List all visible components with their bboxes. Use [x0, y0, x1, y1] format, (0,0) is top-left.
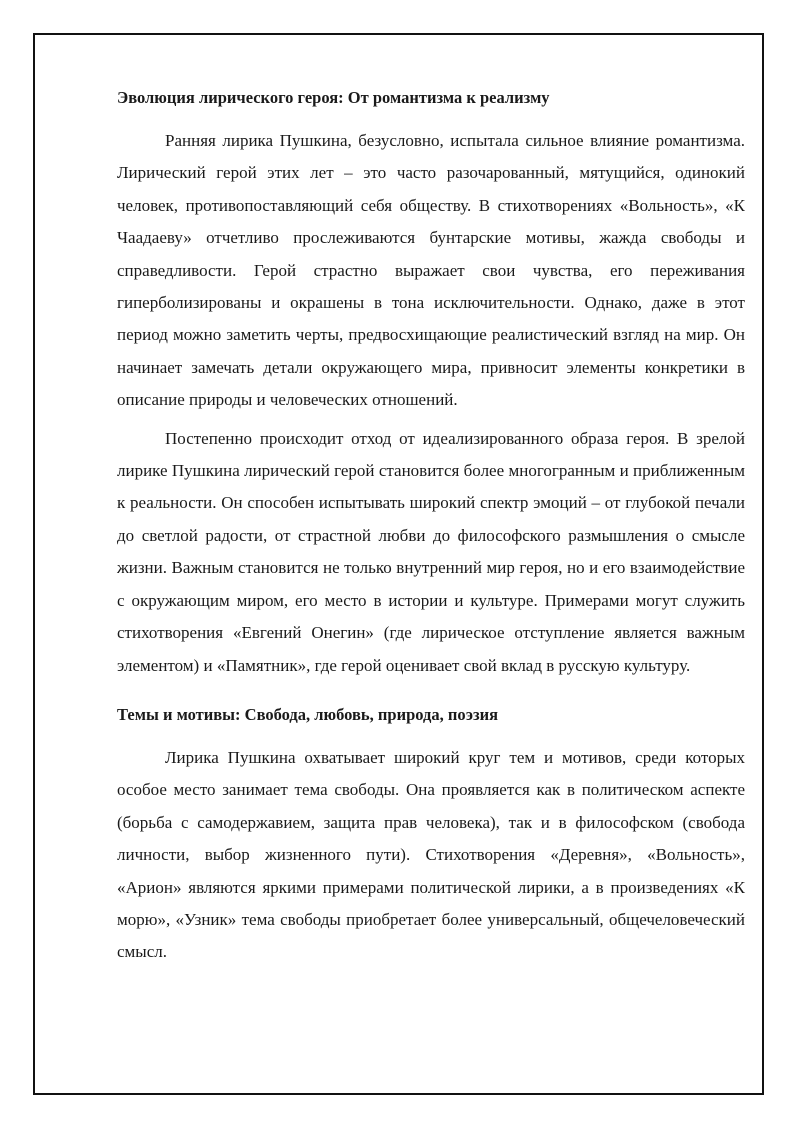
- section-heading: Эволюция лирического героя: От романтизма к реализму: [117, 88, 550, 107]
- paragraph: Ранняя лирика Пушкина, безусловно, испытала сильное влияние романтизма. Лирический герой этих лет – это часто разочарованный, мятущийся, одинокий человек, противопоставляющий себя обществу. В стихотворениях «Вольность», «К Чаадаеву» отчетливо прослеживаются бунтарские мотивы, жажда свободы и справедливости. Герой страстно выражает свои чувства, его переживания гиперболизированы и окрашены в тона исключительности. Однако, даже в этот период можно заметить черты, предвосхищающие реалистический взгляд на мир. Он начинает замечать детали окружающего мира, привносит элементы конкретики в описание природы и человеческих отношений.: [117, 131, 745, 410]
- paragraph: Постепенно происходит отход от идеализированного образа героя. В зрелой лирике Пушкина лирический герой становится более многогранным и приближенным к реальности. Он способен испытывать широкий спектр эмоций – от глубокой печали до светлой радости, от страстной любви до философского размышления о смысле жизни. Важным становится не только внутренний мир героя, но и его взаимодействие с окружающим миром, его место в истории и культуре. Примерами могут служить стихотворения «Евгений Онегин» (где лирическое отступление является важным элементом) и «Памятник», где герой оценивает свой вклад в русскую культуру.: [117, 428, 745, 675]
- section-heading: Темы и мотивы: Свобода, любовь, природа, поэзия: [117, 704, 499, 724]
- page-frame: [33, 33, 764, 1095]
- document-body: [117, 87, 745, 975]
- paragraph: Лирика Пушкина охватывает широкий круг тем и мотивов, среди которых особое место занимает тема свободы. Она проявляется как в политическом аспекте (борьба с самодержавием, защита прав человека), так и в философском (свобода личности, выбор жизненного пути). Стихотворения «Деревня», «Вольность», «Арион» являются яркими примерами политической лирики, а в произведениях «К морю», «Узник» тема свободы приобретает более универсальный, общечеловеческий смысл.: [117, 747, 745, 962]
